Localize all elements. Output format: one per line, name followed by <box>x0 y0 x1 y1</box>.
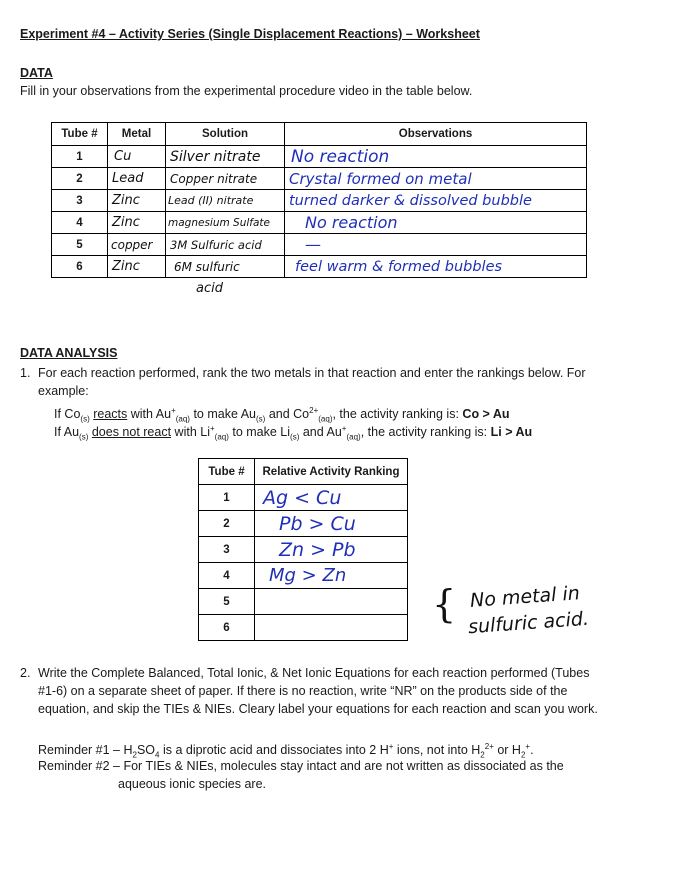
q1-number: 1. <box>20 366 31 380</box>
ranking-cell[interactable] <box>255 485 408 511</box>
tube-number: 2 <box>199 511 255 537</box>
reminder-1: Reminder #1 – $H_2SO_4$ is a diprotic acid and dissociates into 2 H+ ions, not into $H_2^{2+}$ or $H_2^+$. <box>38 742 534 760</box>
q2-text-line2: #1-6) on a separate sheet of paper. If there is no reaction, write “NR” on the products side of the <box>38 684 568 698</box>
rank-header-tube: Tube # <box>199 459 255 485</box>
example-line-1: If $Co_{(s)}$ reacts with $Au^+_{(aq)}$ to make $Au_{(s)}$ and $Co^{2+}_{(aq)}$, the activity ranking is: Co > Au <box>54 406 510 424</box>
solution-value: 6M sulfuric <box>174 259 240 274</box>
obs-header-row <box>52 123 587 146</box>
metal-value: copper <box>111 237 153 252</box>
tube-number: 5 <box>199 589 255 615</box>
table-row <box>52 146 587 168</box>
analysis-heading: DATA ANALYSIS <box>20 346 118 360</box>
ranking-cell[interactable] <box>255 511 408 537</box>
solution-cell[interactable] <box>166 212 285 234</box>
solution-value: Lead (II) nitrate <box>168 194 254 207</box>
table-row <box>52 190 587 212</box>
tube-number: 1 <box>52 146 108 168</box>
observation-cell[interactable] <box>285 190 587 212</box>
table-row <box>52 256 587 278</box>
side-note-line1: No metal in <box>469 582 581 612</box>
table-row <box>199 537 408 563</box>
metal-value: Cu <box>114 149 132 164</box>
metal-value: Zinc <box>112 259 140 274</box>
tube-number: 3 <box>52 190 108 212</box>
solution-cell[interactable] <box>166 234 285 256</box>
obs-header-observations: Observations <box>285 123 587 146</box>
tube-number: 2 <box>52 168 108 190</box>
metal-cell[interactable] <box>108 256 166 278</box>
tube-number: 6 <box>199 615 255 641</box>
ranking-value: Ag < Cu <box>263 486 342 509</box>
solution-cell[interactable] <box>166 190 285 212</box>
obs-header-solution: Solution <box>166 123 285 146</box>
ranking-cell[interactable] <box>255 563 408 589</box>
table-row <box>199 589 408 615</box>
tube-number: 3 <box>199 537 255 563</box>
observation-value: No reaction <box>305 213 398 232</box>
metal-cell[interactable] <box>108 190 166 212</box>
observation-value: — <box>305 235 321 254</box>
ranking-table <box>198 458 408 641</box>
table-row <box>52 234 587 256</box>
observation-cell[interactable] <box>285 146 587 168</box>
metal-value: Zinc <box>112 215 140 230</box>
ranking-value: Pb > Cu <box>279 512 356 535</box>
metal-cell[interactable] <box>108 168 166 190</box>
q1-text-line1: For each reaction performed, rank the two metals in that reaction and enter the rankings below. For <box>38 366 586 380</box>
table-row <box>199 511 408 537</box>
q2-text-line1: Write the Complete Balanced, Total Ionic, & Net Ionic Equations for each reaction performed (Tubes <box>38 666 590 680</box>
example-line-2: If $Au_{(s)}$ does not react with $Li^+_{(aq)}$ to make $Li_{(s)}$ and $Au^+_{(aq)}$, the activity ranking is: Li > Au <box>54 424 533 442</box>
table-row <box>199 563 408 589</box>
solution-overflow-text: acid <box>196 281 223 296</box>
solution-value: Copper nitrate <box>170 171 258 186</box>
observation-value: feel warm & formed bubbles <box>295 258 503 275</box>
observation-cell[interactable] <box>285 212 587 234</box>
observation-cell[interactable] <box>285 168 587 190</box>
observation-value: No reaction <box>291 146 390 167</box>
tube-number: 1 <box>199 485 255 511</box>
reminder-2-line1: Reminder #2 – For TIEs & NIEs, molecules stay intact and are not written as dissociated as the <box>38 759 564 773</box>
metal-cell[interactable] <box>108 146 166 168</box>
solution-value: 3M Sulfuric acid <box>170 237 262 252</box>
metal-value: Zinc <box>112 193 140 208</box>
solution-cell[interactable] <box>166 146 285 168</box>
table-row <box>52 212 587 234</box>
tube-number: 4 <box>199 563 255 589</box>
side-note-brace: { <box>432 582 457 626</box>
side-note-line2: sulfuric acid. <box>467 607 590 639</box>
ranking-cell[interactable] <box>255 537 408 563</box>
data-heading: DATA <box>20 66 53 80</box>
q1-text-line2: example: <box>38 384 89 398</box>
ranking-value: Zn > Pb <box>279 538 356 561</box>
solution-value: magnesium Sulfate <box>168 216 270 229</box>
metal-value: Lead <box>112 171 144 186</box>
observation-cell[interactable] <box>285 256 587 278</box>
rank-header-ranking: Relative Activity Ranking <box>255 459 408 485</box>
obs-header-tube: Tube # <box>52 123 108 146</box>
tube-number: 5 <box>52 234 108 256</box>
q2-text-line3: equation, and skip the TIEs & NIEs. Cleary label your equations for each reaction and scan you work. <box>38 702 598 716</box>
ranking-value: Mg > Zn <box>269 565 347 586</box>
page-title: Experiment #4 – Activity Series (Single Displacement Reactions) – Worksheet <box>20 27 480 41</box>
table-row <box>199 615 408 641</box>
q2-number: 2. <box>20 666 31 680</box>
solution-cell[interactable] <box>166 168 285 190</box>
rank-header-row <box>199 459 408 485</box>
observation-cell[interactable] <box>285 234 587 256</box>
solution-cell[interactable] <box>166 256 285 278</box>
observations-table <box>51 122 587 278</box>
obs-header-metal: Metal <box>108 123 166 146</box>
solution-value: Silver nitrate <box>170 148 261 165</box>
observation-value: Crystal formed on metal <box>289 169 472 188</box>
tube-number: 4 <box>52 212 108 234</box>
data-instruction: Fill in your observations from the experimental procedure video in the table below. <box>20 84 473 98</box>
ranking-cell[interactable] <box>255 589 408 615</box>
reminder-2-line2: aqueous ionic species are. <box>118 777 267 791</box>
metal-cell[interactable] <box>108 212 166 234</box>
table-row <box>199 485 408 511</box>
table-row <box>52 168 587 190</box>
observation-value: turned darker & dissolved bubble <box>289 192 532 209</box>
metal-cell[interactable] <box>108 234 166 256</box>
tube-number: 6 <box>52 256 108 278</box>
ranking-cell[interactable] <box>255 615 408 641</box>
